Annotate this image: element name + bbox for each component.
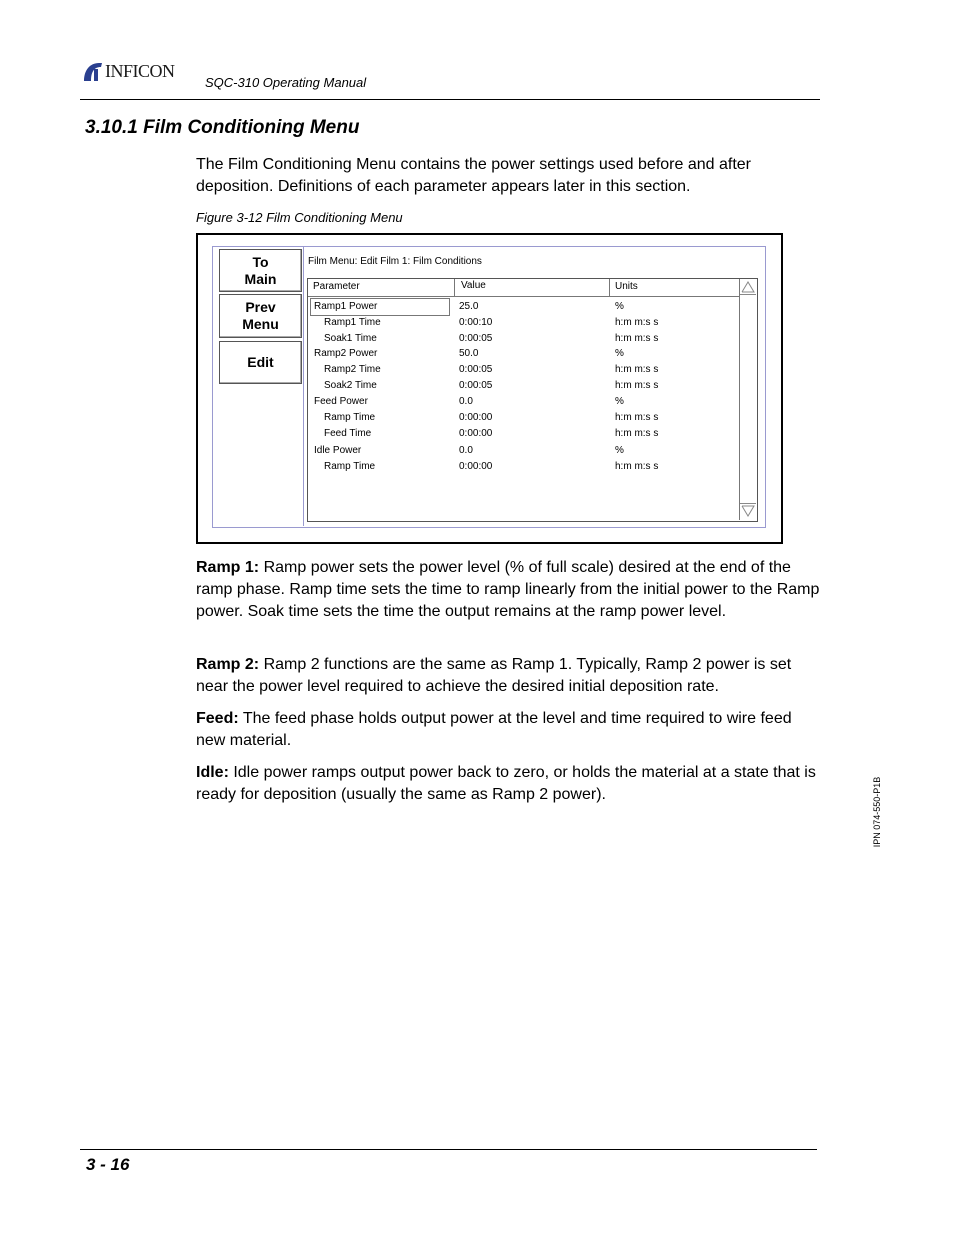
row-units: h:m m:s s	[615, 333, 659, 344]
scroll-down-arrow-icon	[740, 503, 756, 519]
row-value[interactable]: 0:00:00	[459, 412, 493, 423]
intro-paragraph: The Film Conditioning Menu contains the power settings used before and after deposition. Definitions of each parameter appears later in this section.	[196, 156, 751, 195]
row-parameter: Ramp Time	[324, 461, 376, 472]
ramp1-definition	[196, 557, 821, 623]
row-value[interactable]: 0:00:10	[459, 317, 493, 328]
row-units: h:m m:s s	[615, 428, 659, 439]
page-number: 3 - 16	[86, 1155, 130, 1174]
idle-definition	[196, 762, 821, 806]
ipn-code: IPN 074-550-P1B	[872, 776, 882, 848]
sidebar-divider	[303, 247, 304, 526]
ramp1-label: Ramp 1:	[196, 559, 260, 576]
row-value[interactable]: 0:00:05	[459, 333, 493, 344]
footer-divider	[80, 1149, 817, 1150]
row-units: %	[615, 396, 624, 407]
row-value[interactable]: 25.0	[459, 301, 479, 312]
idle-label: Idle:	[196, 764, 229, 781]
row-units: h:m m:s s	[615, 364, 659, 375]
column-header-value: Value	[461, 280, 486, 291]
header-divider	[80, 99, 820, 100]
ramp2-definition	[196, 654, 821, 698]
row-units: h:m m:s s	[615, 380, 659, 391]
row-units: h:m m:s s	[615, 461, 659, 472]
row-units: %	[615, 348, 624, 359]
edit-label: Edit	[247, 354, 274, 370]
feed-definition	[196, 708, 821, 752]
logo-text: INFICON	[105, 61, 175, 81]
row-units: %	[615, 445, 624, 456]
ramp2-text: Ramp 2 functions are the same as Ramp 1. Typically, Ramp 2 power is set near the power level required to achieve the desired initial deposition rate.	[196, 656, 792, 695]
row-value[interactable]: 0.0	[459, 396, 473, 407]
row-value[interactable]: 50.0	[459, 348, 479, 359]
manual-title: SQC-310 Operating Manual	[205, 75, 367, 90]
ramp2-label: Ramp 2:	[196, 656, 260, 673]
row-value[interactable]: 0:00:05	[459, 380, 493, 391]
scroll-down-button[interactable]	[740, 503, 756, 519]
row-units: h:m m:s s	[615, 317, 659, 328]
inficon-logo	[82, 60, 197, 84]
row-parameter: Idle Power	[314, 445, 362, 456]
scrollbar-track[interactable]	[739, 279, 740, 520]
header-rule	[308, 296, 739, 297]
breadcrumb: Film Menu: Edit Film 1: Film Conditions	[308, 256, 482, 267]
row-value[interactable]: 0:00:05	[459, 364, 493, 375]
scroll-up-arrow-icon	[740, 279, 756, 295]
prev-menu-label-line1: Prev	[245, 299, 276, 315]
column-header-parameter: Parameter	[313, 281, 360, 292]
column-divider	[609, 279, 610, 296]
row-value[interactable]: 0.0	[459, 445, 473, 456]
to-main-label-line1: To	[252, 253, 269, 270]
row-parameter: Soak2 Time	[324, 380, 377, 391]
row-parameter: Soak1 Time	[324, 333, 377, 344]
section-title: 3.10.1 Film Conditioning Menu	[85, 117, 360, 138]
column-header-units: Units	[615, 281, 638, 292]
row-parameter: Ramp2 Power	[314, 348, 378, 359]
prev-menu-button[interactable]	[219, 294, 302, 338]
feed-text: The feed phase holds output power at the level and time required to wire feed new material.	[196, 710, 792, 749]
column-divider	[454, 279, 455, 296]
row-parameter: Feed Power	[314, 396, 368, 407]
row-parameter: Ramp Time	[324, 412, 376, 423]
row-parameter: Ramp2 Time	[324, 364, 381, 375]
row-units: %	[615, 301, 624, 312]
row-units: h:m m:s s	[615, 412, 659, 423]
scroll-up-button[interactable]	[740, 279, 756, 295]
row-value[interactable]: 0:00:00	[459, 461, 493, 472]
idle-text: Idle power ramps output power back to zero, or holds the material at a state that is ready for deposition (usually the same as Ramp 2 power).	[196, 764, 816, 803]
row-parameter: Ramp1 Time	[324, 317, 381, 328]
to-main-button[interactable]	[219, 249, 302, 292]
row-value[interactable]: 0:00:00	[459, 428, 493, 439]
feed-label: Feed:	[196, 710, 239, 727]
to-main-label-line2: Main	[244, 270, 277, 287]
figure-caption: Figure 3-12 Film Conditioning Menu	[196, 210, 403, 225]
inficon-logo-icon	[82, 61, 104, 83]
row-parameter: Ramp1 Power	[314, 301, 378, 312]
ramp1-text: Ramp power sets the power level (% of full scale) desired at the end of the ramp phase. Ramp time sets the time to ramp linearly from the initial power to the Ramp power. Soak time sets the time the output remains at the ramp power level.	[196, 559, 820, 620]
row-parameter: Feed Time	[324, 428, 372, 439]
edit-button[interactable]	[219, 341, 302, 384]
prev-menu-label-line2: Menu	[242, 316, 279, 332]
